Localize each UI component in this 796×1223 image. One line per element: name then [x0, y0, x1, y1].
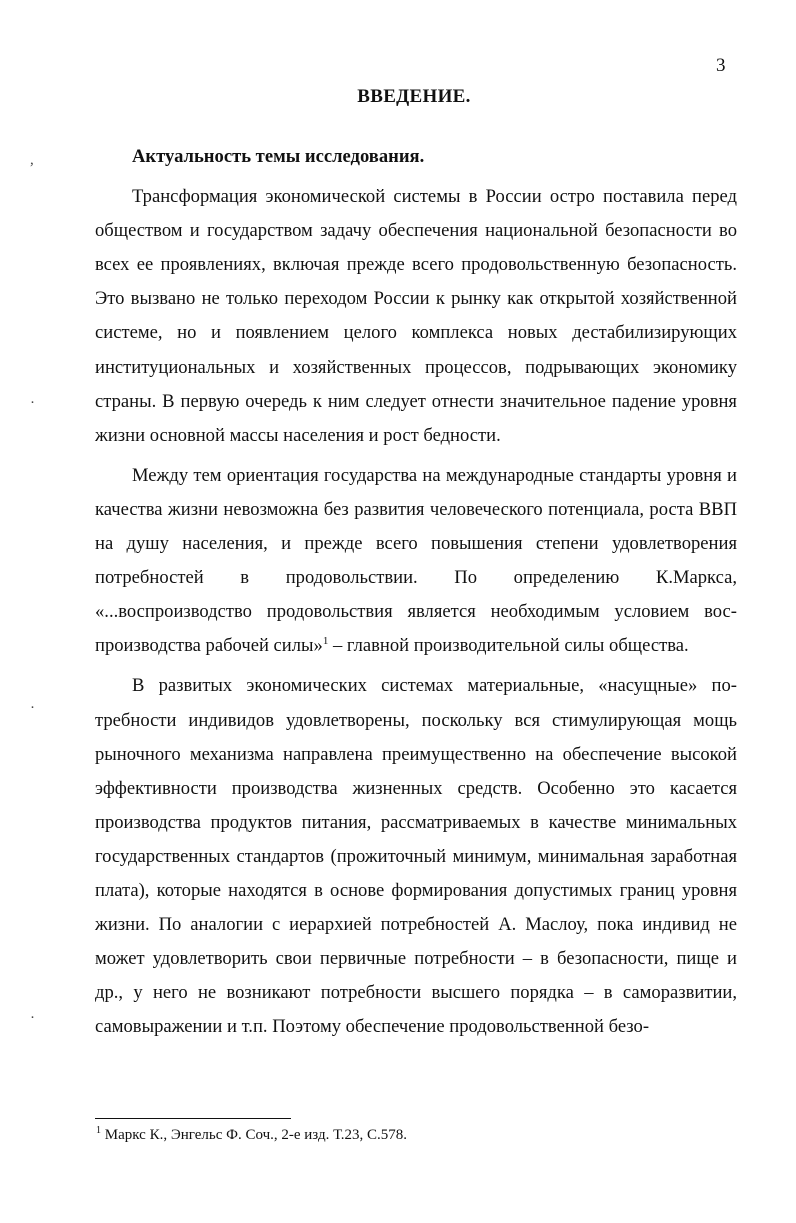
scan-speck-mark: ·	[30, 700, 35, 716]
paragraph-2	[95, 459, 737, 664]
footnote-reference[interactable]: 1	[322, 635, 329, 648]
footnote-text: Маркс К., Энгельс Ф. Соч., 2-е изд. Т.23, С.578.	[101, 1127, 407, 1143]
scan-speck-mark: ·	[30, 395, 35, 411]
page-number: 3	[716, 55, 726, 76]
scan-speck-mark: ,	[30, 152, 34, 168]
footnote	[96, 1127, 407, 1144]
body-text	[95, 140, 737, 1044]
footnote-divider	[95, 1118, 291, 1119]
paragraph-3: В развитых экономических системах материальные, «насущные» потребности индивидов удовлетворены, поскольку вся стимулирующая мощь рыночного механизма направлена преимущественно на обеспечение высокой эффективности производства жизненных средств. Особенно это касается производства продуктов питания, рассматриваемых в качестве минимальных государственных стандартов (прожиточный минимум, минимальная заработная плата), которые находятся в основе формирования допустимых границ уровня жизни. По аналогии с иерархией потребностей А. Маслоу, пока индивид не может удовлетворить свои первичные потребности – в безопасности, пище и др., у него не возникают потребности высшего порядка – в саморазвитии, самовыражении и т.п. Поэтому обеспечение продовольственной безо-	[95, 675, 737, 1038]
paragraph-2-tail: – главной производительной силы общества.	[328, 635, 689, 657]
scan-speck-mark: ·	[30, 1010, 35, 1026]
section-heading-paragraph	[95, 140, 737, 174]
paragraph-1: Трансформация экономической системы в России остро поставила перед обществом и государством задачу обеспечения национальной безопасности во всех ее проявлениях, включая прежде всего продовольственную безопасность. Это вызвано не только переходом России к рынку как открытой хозяйственной системе, но и появлением целого комплекса новых дестабилизирующих институциональных и хозяйственных процессов, подрывающих экономику страны. В первую очередь к ним следует отнести значительное падение уровня жизни основной массы населения и рост бедности.	[95, 186, 737, 446]
footnote-marker: 1	[96, 1125, 101, 1136]
paragraph-2-text: Между тем ориентация государства на международные стандарты уровня и качества жизни невозможна без развития человеческого потенциала, роста ВВП на душу населения, и прежде всего повышения степени удовлетворения потребностей в продовольствии. По определению К.Маркса, «...воспроизводство продовольствия является необходимым условием воспроизводства рабочей силы»	[95, 464, 737, 657]
section-heading: Актуальность темы исследования.	[132, 146, 425, 167]
page-title: ВВЕДЕНИЕ.	[357, 86, 471, 107]
